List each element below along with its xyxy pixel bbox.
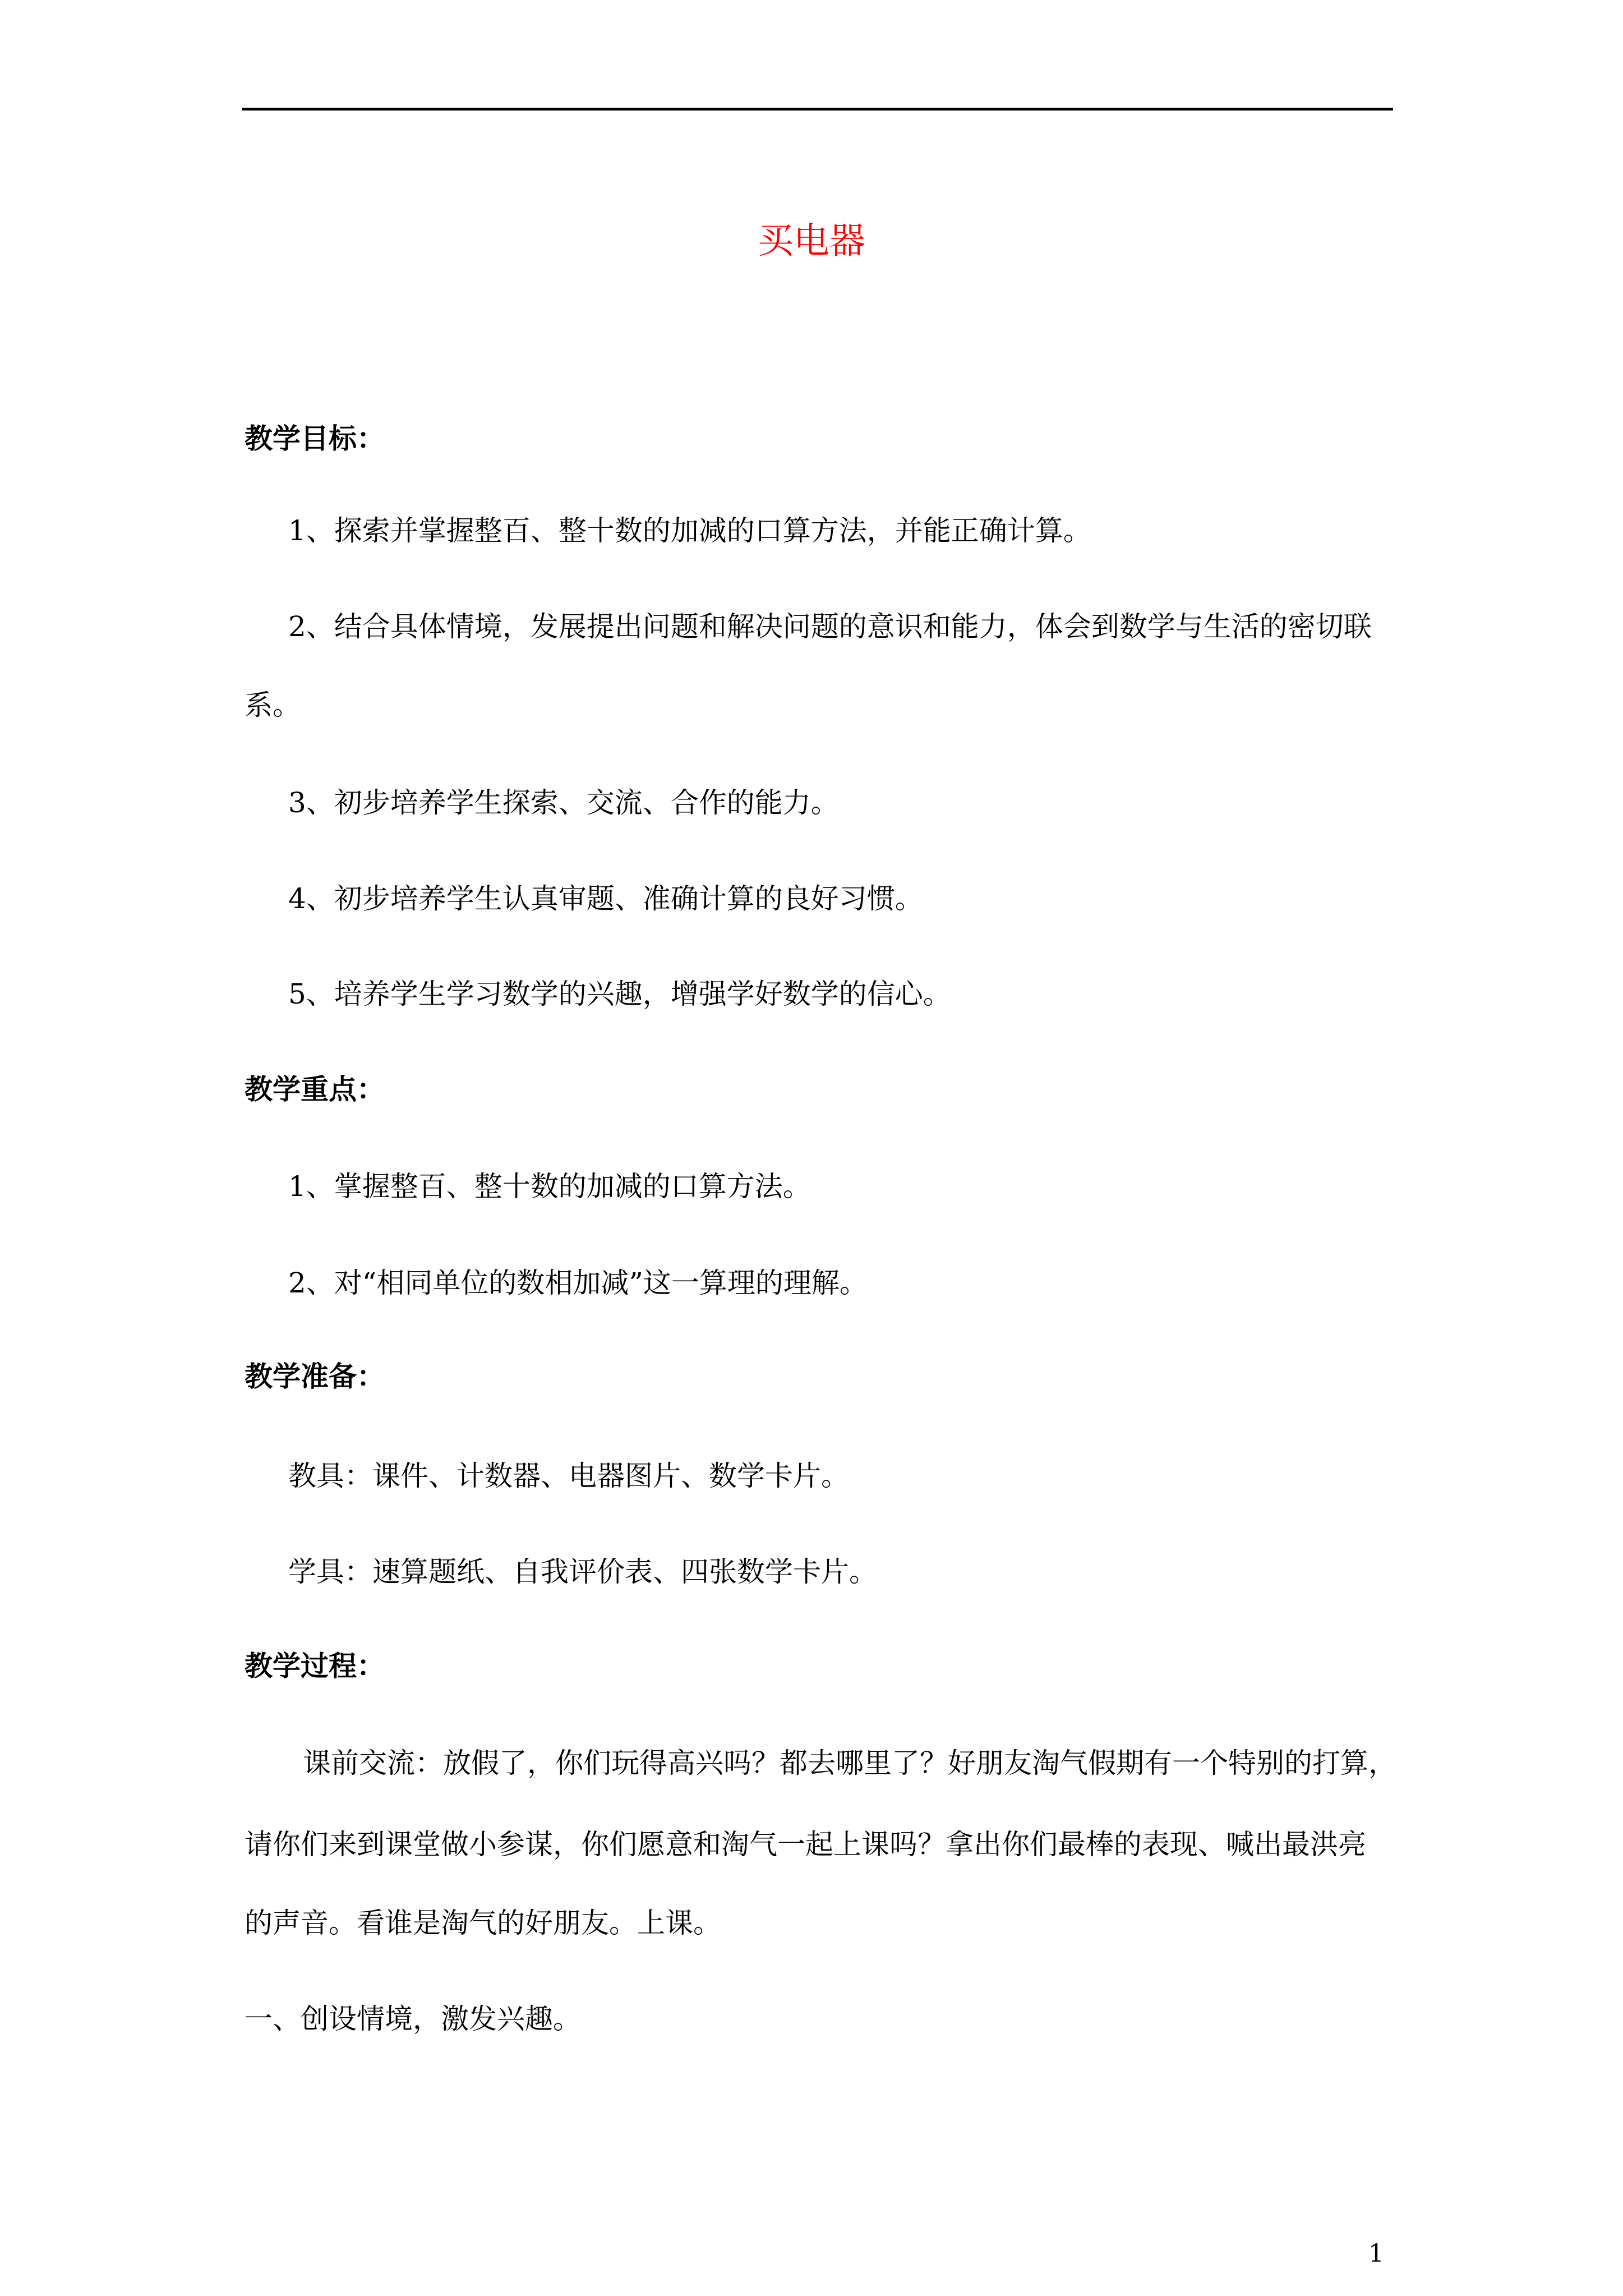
objective-item-2-continued: 系。: [245, 689, 301, 721]
key-point-item-1: 1、掌握整百、整十数的加减的口算方法。: [288, 1170, 811, 1203]
document-title: 买电器: [758, 220, 865, 262]
process-paragraph-line-1: 课前交流：放假了，你们玩得高兴吗？都去哪里了？好朋友淘气假期有一个特别的打算，: [303, 1747, 1396, 1779]
heading-objectives: 教学目标：: [245, 422, 385, 455]
key-point-item-2: 2、对“相同单位的数相加减”这一算理的理解。: [288, 1267, 868, 1299]
objective-item-5: 5、培养学生学习数学的兴趣，增强学好数学的信心。: [288, 978, 951, 1010]
heading-key-points: 教学重点：: [245, 1073, 385, 1106]
heading-process: 教学过程：: [245, 1649, 385, 1682]
process-step-1: 一、创设情境，激发兴趣。: [245, 2003, 581, 2035]
header-rule: [242, 108, 1393, 111]
objective-item-1: 1、探索并掌握整百、整十数的加减的口算方法，并能正确计算。: [288, 514, 1091, 547]
process-paragraph-line-2: 请你们来到课堂做小参谋，你们愿意和淘气一起上课吗？拿出你们最棒的表现、喊出最洪亮: [245, 1828, 1366, 1861]
preparation-student-tools: 学具：速算题纸、自我评价表、四张数学卡片。: [288, 1556, 877, 1588]
objective-item-3: 3、初步培养学生探索、交流、合作的能力。: [288, 786, 839, 819]
heading-preparation: 教学准备：: [245, 1360, 385, 1393]
page-number: 1: [1368, 2239, 1384, 2268]
process-paragraph-line-3: 的声音。看谁是淘气的好朋友。上课。: [245, 1907, 721, 1939]
preparation-teacher-tools: 教具：课件、计数器、电器图片、数学卡片。: [288, 1460, 849, 1492]
objective-item-2: 2、结合具体情境，发展提出问题和解决问题的意识和能力，体会到数学与生活的密切联: [288, 610, 1372, 643]
objective-item-4: 4、初步培养学生认真审题、准确计算的良好习惯。: [288, 882, 923, 915]
